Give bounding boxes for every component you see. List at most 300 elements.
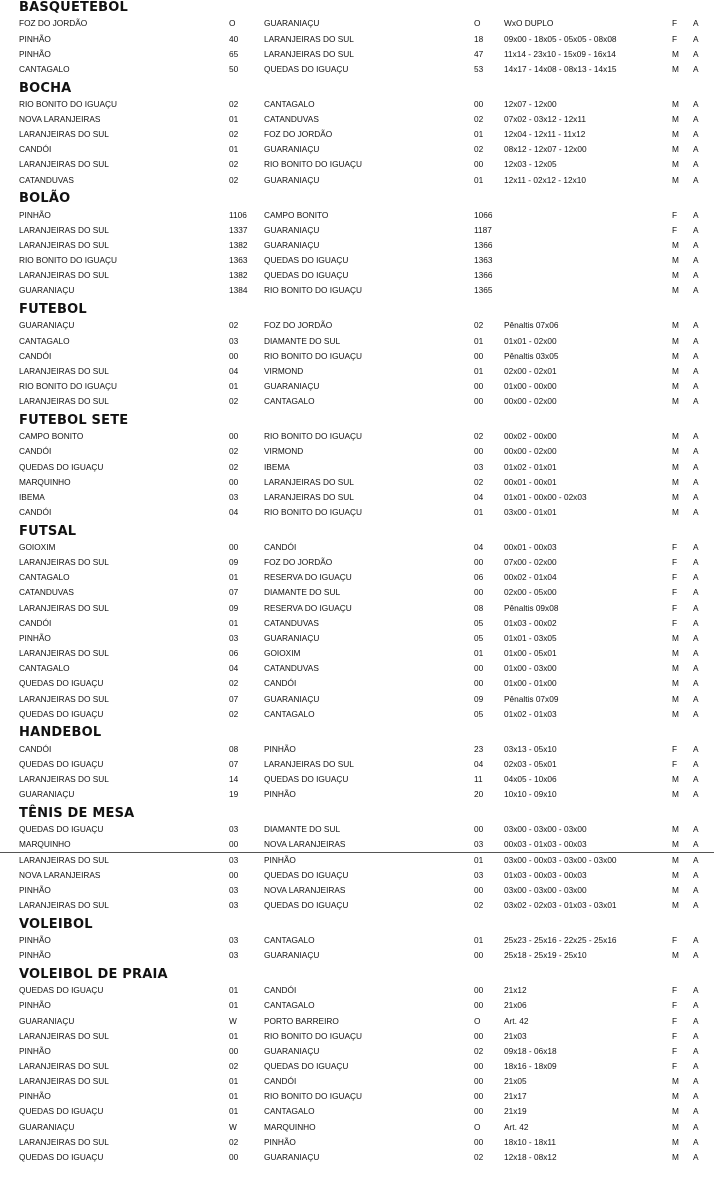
team-b: QUEDAS DO IGUAÇU: [264, 899, 349, 910]
partials: 12x04 - 12x11 - 11x12: [504, 129, 586, 140]
team-b: CAMPO BONITO: [264, 209, 329, 220]
category: A: [693, 663, 699, 674]
category: A: [693, 1060, 699, 1071]
score-b: 01: [474, 365, 484, 376]
score-a: 00: [229, 839, 239, 850]
gender: F: [672, 617, 678, 628]
score-a: O: [229, 18, 236, 29]
gender: M: [672, 869, 679, 880]
category: A: [693, 648, 699, 658]
team-a: LARANJEIRAS DO SUL: [19, 159, 109, 170]
category: A: [693, 320, 699, 331]
team-b: DIAMANTE DO SUL: [264, 587, 341, 598]
result-row: [0, 1089, 719, 1104]
score-b: 01: [474, 648, 484, 658]
team-a: CANTAGALO: [19, 663, 70, 674]
partials: 02x00 - 02x01: [504, 365, 557, 376]
category: A: [693, 935, 699, 945]
result-row: [0, 742, 719, 757]
score-a: 09: [229, 602, 239, 613]
category: A: [693, 789, 699, 800]
score-b: 1366: [474, 239, 493, 250]
score-b: 00: [474, 159, 484, 170]
result-row: [0, 601, 719, 616]
section-title: FUTSAL: [19, 523, 77, 539]
score-a: 01: [229, 985, 239, 996]
team-b: IBEMA: [264, 461, 290, 472]
score-b: 04: [474, 491, 484, 502]
result-row: [0, 868, 719, 883]
team-a: FOZ DO JORDÃO: [19, 18, 88, 29]
team-b: VIRMOND: [264, 365, 304, 376]
gender: F: [672, 557, 678, 568]
team-a: QUEDAS DO IGUAÇU: [19, 758, 104, 769]
team-a: CANDÓI: [19, 506, 52, 517]
gender: F: [672, 542, 678, 552]
team-a: GUARANIAÇU: [19, 320, 75, 331]
team-a: LARANJEIRAS DO SUL: [19, 899, 109, 910]
category: A: [693, 144, 699, 155]
team-b: GUARANIAÇU: [264, 1045, 320, 1056]
gender: M: [672, 461, 679, 472]
score-b: 03: [474, 461, 484, 472]
partials: 00x01 - 00x01: [504, 476, 557, 487]
category: A: [693, 33, 699, 44]
partials: 21x06: [504, 1000, 527, 1011]
score-b: 00: [474, 824, 484, 835]
score-b: 02: [474, 1045, 484, 1056]
gender: M: [672, 789, 679, 800]
team-a: PINHÃO: [19, 632, 51, 643]
team-a: CANDÓI: [19, 743, 52, 754]
result-row: [0, 1150, 719, 1165]
gender: F: [672, 18, 678, 29]
score-b: 00: [474, 587, 484, 598]
partials: 01x00 - 05x01: [504, 648, 557, 658]
partials: 11x14 - 23x10 - 15x09 - 16x14: [504, 48, 616, 59]
score-a: 02: [229, 678, 239, 689]
result-row: [0, 948, 719, 963]
result-row: [0, 772, 719, 787]
gender: M: [672, 320, 679, 331]
result-row: [0, 157, 719, 172]
score-a: 03: [229, 491, 239, 502]
gender: M: [672, 839, 679, 850]
partials: 01x03 - 00x02: [504, 617, 557, 628]
score-a: 02: [229, 708, 239, 719]
team-b: LARANJEIRAS DO SUL: [264, 476, 354, 487]
score-b: 05: [474, 617, 484, 628]
score-a: 50: [229, 63, 239, 74]
gender: M: [672, 491, 679, 502]
score-b: 04: [474, 758, 484, 769]
gender: F: [672, 209, 678, 220]
score-b: 00: [474, 350, 484, 361]
score-a: 01: [229, 1030, 239, 1041]
score-b: 00: [474, 678, 484, 689]
score-b: 00: [474, 985, 484, 996]
team-b: FOZ DO JORDÃO: [264, 557, 333, 568]
result-row: [0, 933, 719, 948]
score-b: 00: [474, 663, 484, 674]
score-b: 53: [474, 63, 484, 74]
category: A: [693, 824, 699, 835]
gender: M: [672, 446, 679, 457]
gender: M: [672, 129, 679, 140]
section-title: BOCHA: [19, 80, 72, 96]
gender: M: [672, 98, 679, 109]
partials: Art. 42: [504, 1121, 529, 1132]
category: A: [693, 114, 699, 124]
result-row: [0, 238, 719, 253]
team-a: CANDÓI: [19, 350, 52, 361]
team-b: NOVA LARANJEIRAS: [264, 839, 346, 850]
score-a: 02: [229, 98, 239, 109]
result-row: [0, 676, 719, 691]
category: A: [693, 209, 699, 220]
team-b: GUARANIAÇU: [264, 239, 320, 250]
team-b: RESERVA DO IGUAÇU: [264, 602, 352, 613]
partials: 21x05: [504, 1076, 527, 1087]
partials: 12x03 - 12x05: [504, 159, 557, 170]
score-a: 03: [229, 824, 239, 835]
score-b: O: [474, 1015, 481, 1026]
score-a: 01: [229, 617, 239, 628]
result-row: [0, 540, 719, 555]
result-row: [0, 757, 719, 772]
score-a: 07: [229, 758, 239, 769]
category: A: [693, 743, 699, 754]
score-b: 03: [474, 869, 484, 880]
category: A: [693, 129, 699, 140]
category: A: [693, 1091, 699, 1102]
team-a: CAMPO BONITO: [19, 431, 84, 442]
score-b: 1066: [474, 209, 493, 220]
partials: Pênaltis 03x05: [504, 350, 559, 361]
team-a: PINHÃO: [19, 950, 51, 961]
partials: 14x17 - 14x08 - 08x13 - 14x15: [504, 63, 617, 74]
team-a: GUARANIAÇU: [19, 1015, 75, 1026]
score-b: 03: [474, 839, 484, 850]
gender: M: [672, 854, 679, 865]
gender: F: [672, 1045, 678, 1056]
team-b: CANDÓI: [264, 678, 297, 689]
result-row: [0, 318, 719, 333]
category: A: [693, 1000, 699, 1011]
category: A: [693, 98, 699, 109]
team-b: RESERVA DO IGUAÇU: [264, 572, 352, 583]
gender: M: [672, 884, 679, 895]
score-a: 02: [229, 461, 239, 472]
score-b: 00: [474, 557, 484, 568]
category: A: [693, 869, 699, 880]
team-a: LARANJEIRAS DO SUL: [19, 602, 109, 613]
team-a: CANDÓI: [19, 446, 52, 457]
section-title: FUTEBOL: [19, 302, 87, 318]
score-a: 40: [229, 33, 239, 44]
gender: F: [672, 985, 678, 996]
team-b: GUARANIAÇU: [264, 174, 320, 185]
category: A: [693, 1076, 699, 1087]
partials: 03x02 - 02x03 - 01x03 - 03x01: [504, 899, 617, 910]
result-row: [0, 364, 719, 379]
partials: 21x03: [504, 1030, 527, 1041]
score-b: 00: [474, 1091, 484, 1102]
result-row: [0, 379, 719, 394]
team-b: CANTAGALO: [264, 98, 315, 109]
result-row: [0, 16, 719, 31]
category: A: [693, 678, 699, 689]
team-a: PINHÃO: [19, 48, 51, 59]
score-a: 00: [229, 350, 239, 361]
team-a: NOVA LARANJEIRAS: [19, 114, 101, 124]
team-b: QUEDAS DO IGUAÇU: [264, 255, 349, 266]
score-b: 47: [474, 48, 484, 59]
score-a: 04: [229, 365, 239, 376]
team-b: GUARANIAÇU: [264, 144, 320, 155]
team-a: LARANJEIRAS DO SUL: [19, 239, 109, 250]
team-a: PINHÃO: [19, 1000, 51, 1011]
score-a: 02: [229, 320, 239, 331]
gender: M: [672, 159, 679, 170]
team-a: QUEDAS DO IGUAÇU: [19, 1106, 104, 1117]
category: A: [693, 396, 699, 407]
score-b: 06: [474, 572, 484, 583]
gender: M: [672, 824, 679, 835]
category: A: [693, 239, 699, 250]
partials: 18x10 - 18x11: [504, 1136, 556, 1147]
score-b: 20: [474, 789, 484, 800]
team-a: LARANJEIRAS DO SUL: [19, 1076, 109, 1087]
gender: M: [672, 239, 679, 250]
gender: M: [672, 708, 679, 719]
score-a: 1106: [229, 209, 247, 220]
category: A: [693, 587, 699, 598]
gender: F: [672, 572, 678, 583]
team-b: PINHÃO: [264, 743, 296, 754]
team-a: MARQUINHO: [19, 476, 71, 487]
category: A: [693, 461, 699, 472]
result-row: [0, 127, 719, 142]
team-b: LARANJEIRAS DO SUL: [264, 758, 354, 769]
result-row: [0, 142, 719, 157]
score-a: 00: [229, 431, 239, 442]
team-b: CANDÓI: [264, 985, 297, 996]
result-row: [0, 1120, 719, 1135]
score-a: 1382: [229, 239, 248, 250]
gender: M: [672, 774, 679, 784]
team-a: CANDÓI: [19, 144, 52, 155]
gender: M: [672, 396, 679, 407]
gender: M: [672, 678, 679, 689]
category: A: [693, 381, 699, 391]
score-a: 1363: [229, 255, 248, 266]
result-row: [0, 283, 719, 298]
team-b: PINHÃO: [264, 854, 296, 865]
category: A: [693, 335, 699, 346]
score-b: 08: [474, 602, 484, 613]
category: A: [693, 774, 699, 784]
score-b: 02: [474, 144, 484, 155]
team-b: GUARANIAÇU: [264, 632, 320, 643]
category: A: [693, 270, 699, 281]
partials: 12x11 - 02x12 - 12x10: [504, 174, 586, 185]
score-a: 01: [229, 1000, 239, 1011]
gender: M: [672, 381, 679, 391]
section-title: VOLEIBOL: [19, 916, 93, 932]
score-a: 1384: [229, 285, 248, 296]
partials: 01x03 - 00x03 - 00x03: [504, 869, 587, 880]
result-row: [0, 787, 719, 802]
score-a: 00: [229, 1045, 239, 1056]
partials: 02x00 - 05x00: [504, 587, 557, 598]
score-a: 03: [229, 335, 239, 346]
team-a: LARANJEIRAS DO SUL: [19, 648, 109, 658]
score-a: 65: [229, 48, 239, 59]
result-row: [0, 661, 719, 676]
partials: 21x19: [504, 1106, 527, 1117]
gender: M: [672, 1136, 679, 1147]
result-row: [0, 334, 719, 349]
team-b: RIO BONITO DO IGUAÇU: [264, 159, 363, 170]
team-b: RIO BONITO DO IGUAÇU: [264, 506, 363, 517]
category: A: [693, 693, 699, 704]
team-a: CANTAGALO: [19, 335, 70, 346]
team-a: PINHÃO: [19, 209, 51, 220]
category: A: [693, 285, 699, 296]
score-a: 1337: [229, 224, 248, 235]
score-b: 01: [474, 854, 484, 865]
team-b: LARANJEIRAS DO SUL: [264, 491, 354, 502]
score-a: 03: [229, 632, 239, 643]
partials: 18x16 - 18x09: [504, 1060, 557, 1071]
score-b: 01: [474, 506, 484, 517]
section-title: BOLÃO: [19, 191, 71, 207]
gender: M: [672, 350, 679, 361]
score-a: 00: [229, 869, 239, 880]
result-row: [0, 853, 719, 868]
partials: 09x00 - 18x05 - 05x05 - 08x08: [504, 33, 617, 44]
team-a: LARANJEIRAS DO SUL: [19, 557, 109, 568]
partials: Pênaltis 07x06: [504, 320, 559, 331]
team-b: QUEDAS DO IGUAÇU: [264, 869, 349, 880]
score-b: 02: [474, 899, 484, 910]
team-a: MARQUINHO: [19, 839, 71, 850]
team-b: GUARANIAÇU: [264, 18, 320, 29]
category: A: [693, 708, 699, 719]
partials: 00x01 - 00x03: [504, 542, 557, 552]
team-b: PINHÃO: [264, 789, 296, 800]
score-b: O: [474, 18, 481, 29]
partials: 01x01 - 02x00: [504, 335, 557, 346]
gender: M: [672, 365, 679, 376]
score-a: 03: [229, 884, 239, 895]
team-a: LARANJEIRAS DO SUL: [19, 365, 109, 376]
team-b: GUARANIAÇU: [264, 1151, 320, 1162]
score-a: 01: [229, 1106, 239, 1117]
team-b: QUEDAS DO IGUAÇU: [264, 63, 349, 74]
team-a: CATANDUVAS: [19, 174, 74, 185]
section-title: VOLEIBOL DE PRAIA: [19, 966, 168, 982]
team-b: RIO BONITO DO IGUAÇU: [264, 1091, 363, 1102]
team-b: DIAMANTE DO SUL: [264, 824, 341, 835]
category: A: [693, 18, 699, 29]
category: A: [693, 224, 699, 235]
team-b: CATANDUVAS: [264, 663, 319, 674]
gender: F: [672, 758, 678, 769]
team-a: GOIOXIM: [19, 542, 56, 552]
team-b: DIAMANTE DO SUL: [264, 335, 341, 346]
score-b: 01: [474, 935, 484, 945]
gender: F: [672, 1030, 678, 1041]
score-b: 01: [474, 335, 484, 346]
score-a: 00: [229, 542, 239, 552]
score-a: 04: [229, 506, 239, 517]
score-a: 02: [229, 1136, 239, 1147]
team-b: PINHÃO: [264, 1136, 296, 1147]
score-a: 02: [229, 396, 239, 407]
result-row: [0, 585, 719, 600]
partials: 01x00 - 01x00: [504, 678, 557, 689]
team-b: QUEDAS DO IGUAÇU: [264, 774, 349, 784]
gender: M: [672, 506, 679, 517]
team-a: LARANJEIRAS DO SUL: [19, 224, 109, 235]
score-a: 01: [229, 1091, 239, 1102]
team-b: VIRMOND: [264, 446, 304, 457]
partials: 21x17: [504, 1091, 527, 1102]
partials: 10x10 - 09x10: [504, 789, 557, 800]
score-b: 23: [474, 743, 484, 754]
team-b: FOZ DO JORDÃO: [264, 320, 333, 331]
score-b: 00: [474, 98, 484, 109]
partials: 01x02 - 01x01: [504, 461, 557, 472]
gender: M: [672, 899, 679, 910]
team-b: CANTAGALO: [264, 1106, 315, 1117]
partials: 03x00 - 01x01: [504, 506, 557, 517]
team-a: QUEDAS DO IGUAÇU: [19, 1151, 104, 1162]
gender: M: [672, 632, 679, 643]
score-b: 1365: [474, 285, 493, 296]
score-a: 03: [229, 935, 239, 945]
team-a: GUARANIAÇU: [19, 1121, 75, 1132]
gender: M: [672, 285, 679, 296]
team-a: RIO BONITO DO IGUAÇU: [19, 98, 118, 109]
result-row: [0, 983, 719, 998]
gender: M: [672, 144, 679, 155]
score-b: 11: [474, 774, 483, 784]
team-a: GUARANIAÇU: [19, 789, 75, 800]
team-a: LARANJEIRAS DO SUL: [19, 129, 109, 140]
gender: M: [672, 1076, 679, 1087]
score-a: 01: [229, 381, 239, 391]
result-row: [0, 460, 719, 475]
partials: 00x00 - 02x00: [504, 396, 557, 407]
score-a: 00: [229, 476, 239, 487]
partials: Pênaltis 07x09: [504, 693, 559, 704]
partials: 01x00 - 00x00: [504, 381, 557, 391]
result-row: [0, 822, 719, 837]
result-row: [0, 570, 719, 585]
category: A: [693, 985, 699, 996]
gender: M: [672, 255, 679, 266]
team-a: QUEDAS DO IGUAÇU: [19, 461, 104, 472]
score-a: 01: [229, 572, 239, 583]
score-b: 02: [474, 476, 484, 487]
result-row: [0, 692, 719, 707]
score-b: 1366: [474, 270, 493, 281]
category: A: [693, 899, 699, 910]
gender: M: [672, 1091, 679, 1102]
